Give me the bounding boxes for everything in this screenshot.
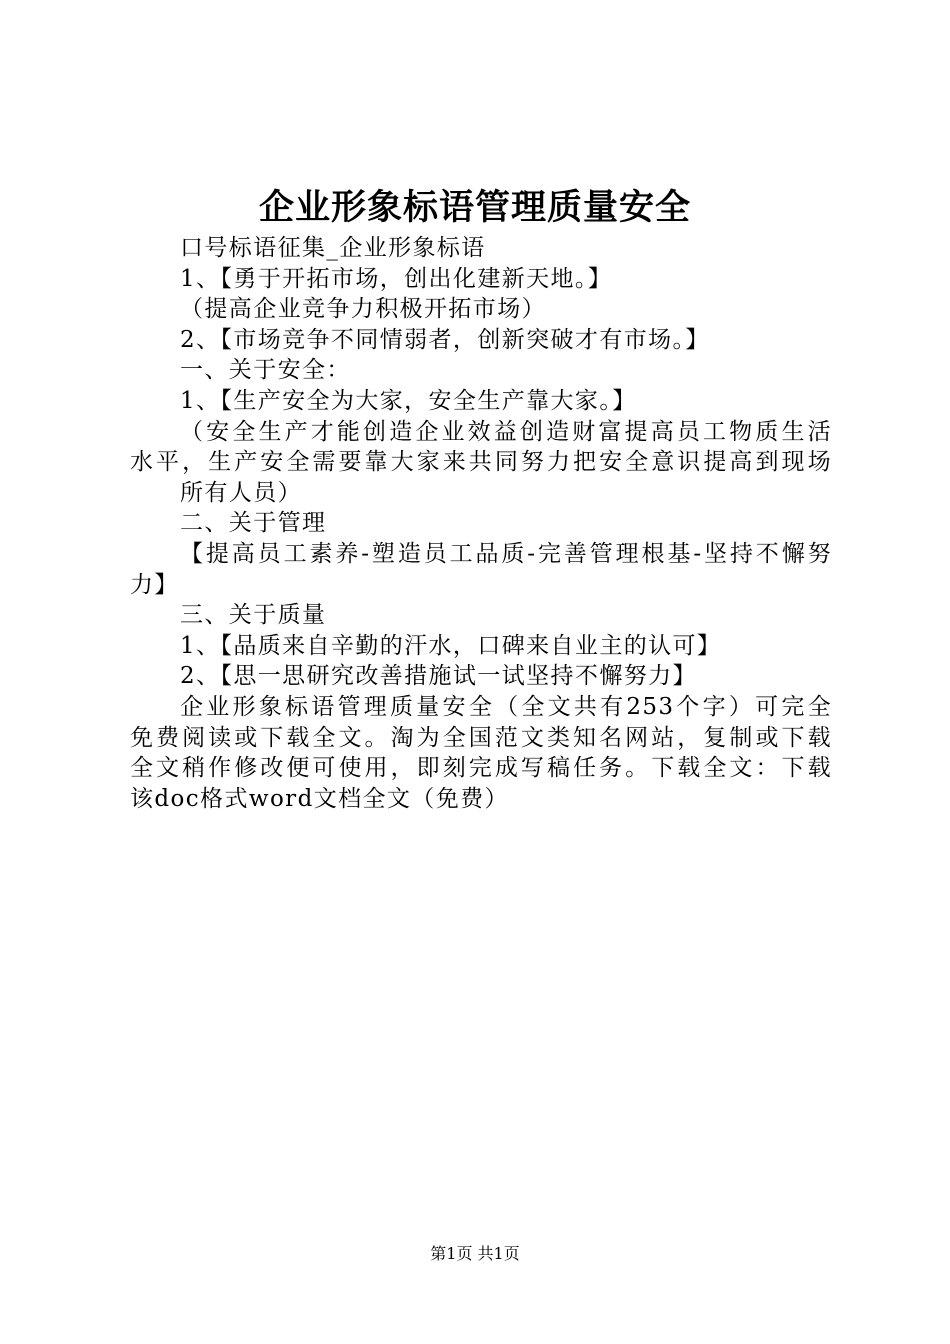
document-title: 企业形象标语管理质量安全 <box>258 187 691 228</box>
paragraph-line: 1、【勇于开拓市场，创出化建新天地。】 <box>180 265 613 292</box>
section-heading: 三、关于质量 <box>180 602 327 629</box>
section-heading: 一、关于安全： <box>180 357 351 384</box>
paragraph-line: 1、【品质来自辛勤的汗水，口碑来自业主的认可】 <box>180 632 722 659</box>
paragraph-line: 水平，生产安全需要靠大家来共同努力把安全意识提高到现场 <box>130 449 832 476</box>
document-body <box>130 233 832 814</box>
paragraph-line: 口号标语征集_企业形象标语 <box>180 235 486 261</box>
paragraph-line: （安全生产才能创造企业效益创造财富提高员工物质生活 <box>180 418 832 445</box>
paragraph-line: 免费阅读或下载全文。淘为全国范文类知名网站，复制或下载 <box>130 724 832 751</box>
section-heading: 二、关于管理 <box>180 510 327 537</box>
paragraph-line: 全文稍作修改便可使用，即刻完成写稿任务。下载全文：下载 <box>130 755 832 782</box>
paragraph-line: 所有人员） <box>180 479 302 506</box>
paragraph-line: 该doc格式word文档全文（免费） <box>130 785 509 812</box>
paragraph-line: 【提高员工素养-塑造员工品质-完善管理根基-坚持不懈努 <box>180 540 832 567</box>
paragraph-line: 1、【生产安全为大家，安全生产靠大家。】 <box>180 387 637 414</box>
paragraph-line: 企业形象标语管理质量安全（全文共有253个字）可完全 <box>180 693 832 720</box>
page-footer: 第1页 共1页 <box>430 1244 520 1263</box>
paragraph-line: 力】 <box>130 571 179 598</box>
paragraph-line: （提高企业竞争力积极开拓市场） <box>180 296 546 323</box>
paragraph-line: 2、【思一思研究改善措施试一试坚持不懈努力】 <box>180 663 697 690</box>
paragraph-line: 2、【市场竞争不同情弱者，创新突破才有市场。】 <box>180 326 710 353</box>
